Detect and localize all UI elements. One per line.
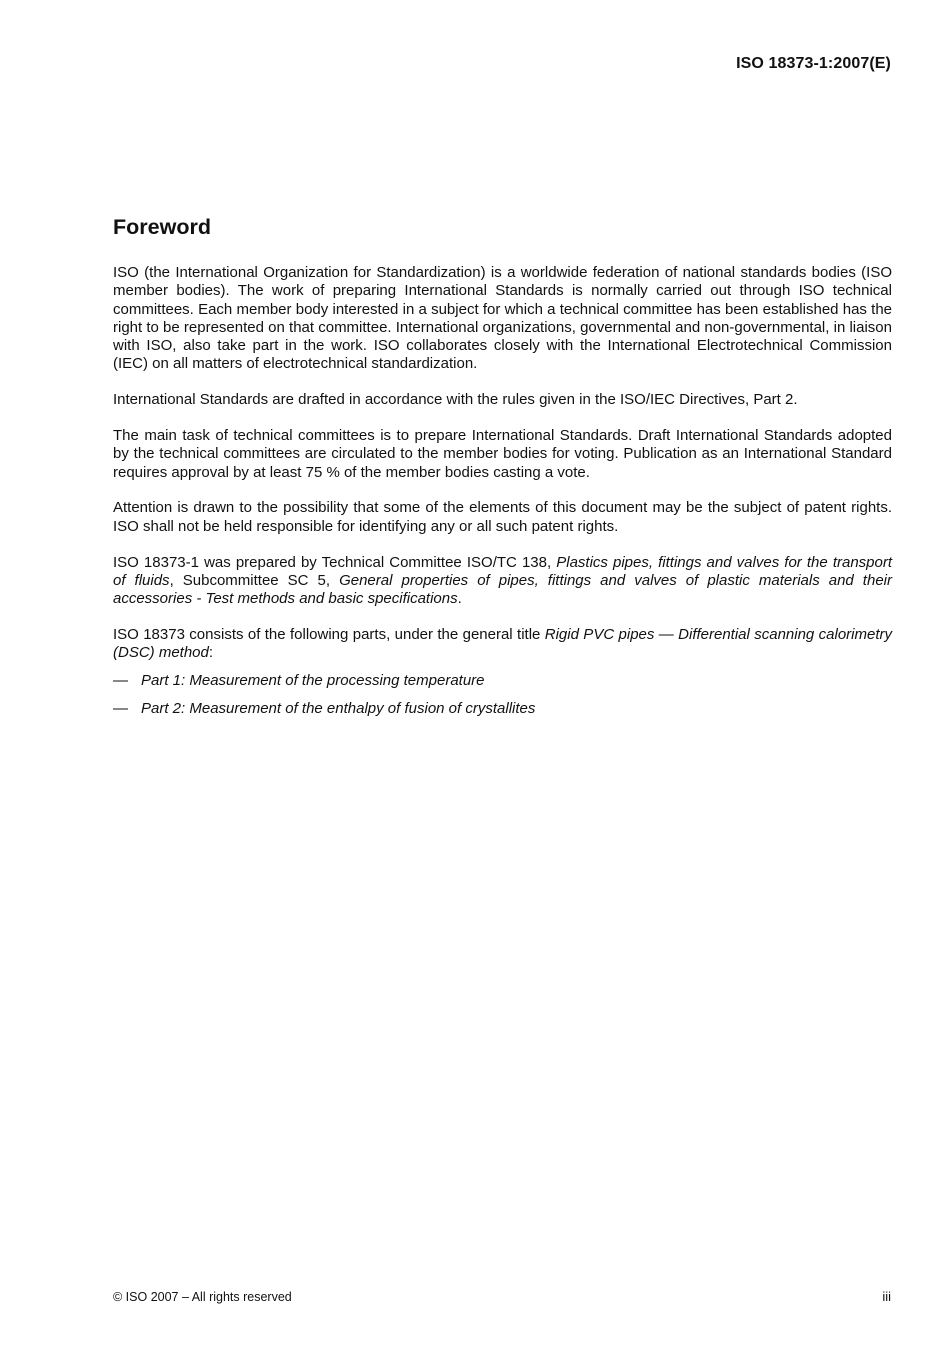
tc-title: Plastics pipes, fittings and valves for the transport of fluids (113, 553, 893, 589)
paragraph-parts-intro (113, 626, 892, 663)
list-item (113, 700, 892, 718)
paragraph-iso-overview: ISO (the International Organization for Standardization) is a worldwide federation of national standards bodies (ISO member bodies). The work of preparing International Standards is normally carried out through ISO technical committees. Each member body interested in a subject for which a technical committee has been established has the right to be represented on that committee. International organizations, governmental and non-governmental, in liaison with ISO, also take part in the work. ISO collaborates closely with the International Electrotechnical Commission (IEC) on all matters of electrotechnical standardization. (113, 264, 892, 373)
foreword-section (113, 212, 892, 728)
paragraph-technical-committees: The main task of technical committees is to prepare International Standards. Draft International Standards adopted by the technical committees are circulated to the member bodies for voting. Publication as an International Standard requires approval by at least 75 % of the member bodies casting a vote. (113, 427, 892, 481)
list-dash: — (113, 700, 128, 718)
prepared-by-prefix: ISO 18373-1 was prepared by Technical Committee ISO/TC 138, (113, 553, 557, 571)
list-item (113, 672, 892, 690)
parts-list (113, 672, 892, 718)
parts-intro-suffix: : (208, 644, 214, 662)
sc-title: General properties of pipes, fittings and valves of plastic materials and their accessories - Test methods and basic specifications (113, 571, 892, 608)
document-id: ISO 18373-1:2007(E) (736, 55, 891, 72)
paragraph-patent-rights: Attention is drawn to the possibility that some of the elements of this document may be the subject of patent rights. ISO shall not be held responsible for identifying any or all such patent rights. (113, 499, 892, 535)
part-title: Part 1: Measurement of the processing temperature (141, 672, 485, 690)
prepared-by-middle: , Subcommittee SC 5, (169, 571, 340, 589)
prepared-by-suffix: . (457, 590, 462, 608)
paragraph-directives: International Standards are drafted in accordance with the rules given in the ISO/IEC Directives, Part 2. (113, 391, 798, 409)
part-title: Part 2: Measurement of the enthalpy of fusion of crystallites (141, 700, 536, 718)
section-title: Foreword (113, 215, 211, 239)
general-title: Rigid PVC pipes — Differential scanning calorimetry (DSC) method (113, 625, 892, 662)
list-dash: — (113, 672, 128, 690)
parts-intro-prefix: ISO 18373 consists of the following parts, under the general title (113, 625, 545, 643)
copyright-notice: © ISO 2007 – All rights reserved (113, 1290, 292, 1304)
paragraph-prepared-by (113, 554, 892, 609)
page-number: iii (882, 1289, 891, 1304)
